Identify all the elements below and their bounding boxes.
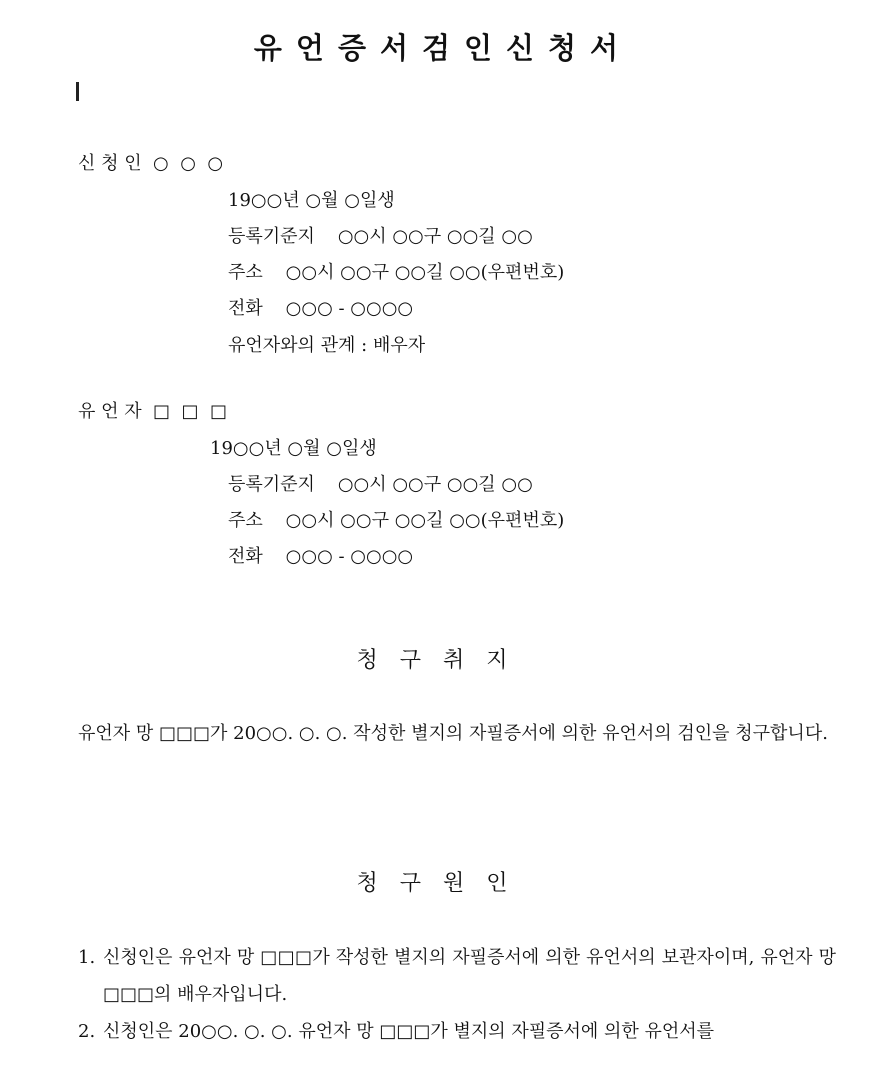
cause-item (78, 939, 836, 1013)
applicant-registry: 등록기준지 ○○시 ○○구 ○○길 ○○ (228, 226, 533, 247)
testator-name: 유 언 자 □ □ □ (78, 401, 227, 422)
testator-phone: 전화 ○○○ - ○○○○ (228, 546, 414, 567)
applicant-address: 주소 ○○시 ○○구 ○○길 ○○(우편번호) (228, 262, 565, 283)
testator-registry: 등록기준지 ○○시 ○○구 ○○길 ○○ (228, 474, 533, 495)
applicant-phone: 전화 ○○○ - ○○○○ (228, 298, 414, 319)
applicant-name: 신 청 인 ○ ○ ○ (78, 153, 224, 174)
purpose-heading: 청구취지 (356, 648, 530, 673)
cause-item-number: 1. (78, 947, 96, 968)
cause-item-number: 2. (78, 1021, 96, 1042)
applicant-relation: 유언자와의 관계 : 배우자 (228, 335, 426, 356)
cause-item (78, 1013, 836, 1050)
testator-birth: 19○○년 ○월 ○일생 (210, 438, 377, 459)
testator-address: 주소 ○○시 ○○구 ○○길 ○○(우편번호) (228, 510, 565, 531)
cause-heading: 청구원인 (356, 871, 530, 896)
document-title: 유언증서검인신청서 (253, 31, 633, 65)
cause-item-text: 신청인은 유언자 망 □□□가 작성한 별지의 자필증서에 의한 유언서의 보관자이며, 유언자 망 □□□의 배우자입니다. (103, 947, 836, 1005)
applicant-birth: 19○○년 ○월 ○일생 (228, 190, 395, 211)
text-cursor (76, 82, 79, 101)
purpose-text: 유언자 망 □□□가 20○○. ○. ○. 작성한 별지의 자필증서에 의한 유언서의 검인을 청구합니다. (78, 723, 828, 744)
cause-item-text: 신청인은 20○○. ○. ○. 유언자 망 □□□가 별지의 자필증서에 의한 유언서를 (103, 1021, 715, 1042)
